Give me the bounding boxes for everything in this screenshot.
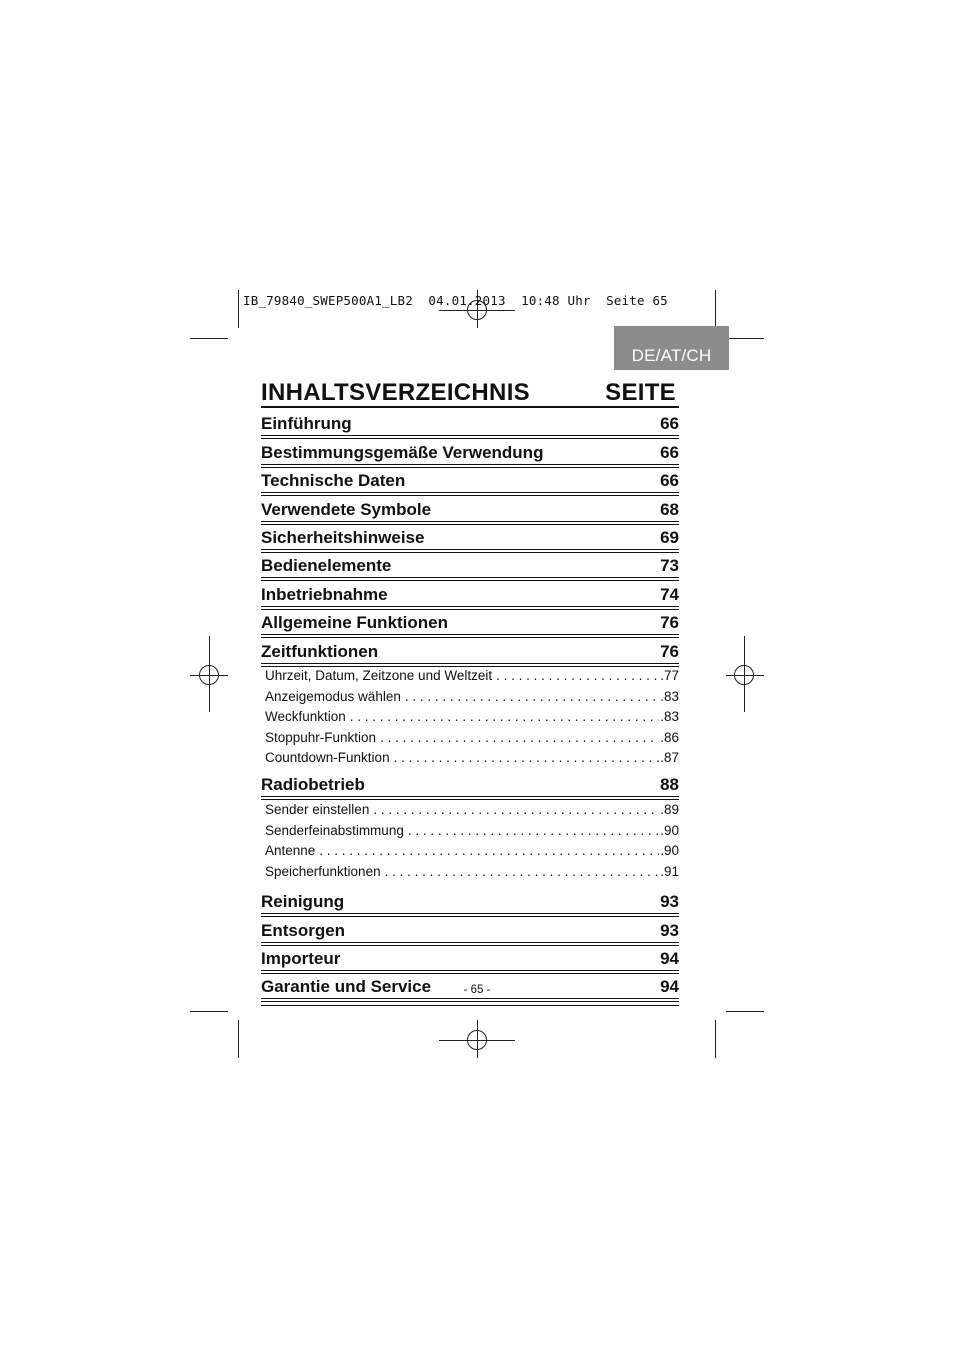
toc-dot-leader: [408, 822, 659, 840]
toc-section-page: 68: [660, 499, 679, 519]
toc-end-rule: [261, 1005, 679, 1006]
toc-section[interactable]: [261, 468, 679, 493]
toc-subsection[interactable]: [265, 840, 679, 861]
toc-section[interactable]: [261, 889, 679, 914]
toc-section-title: Sicherheitshinweise: [261, 527, 425, 547]
toc-section-page: 73: [660, 556, 679, 576]
toc-section-title: Zeitfunktionen: [261, 641, 379, 661]
toc-subsection-title: Senderfeinabstimmung: [265, 822, 404, 838]
toc-section[interactable]: [261, 440, 679, 465]
print-info-line: IB_79840_SWEP500A1_LB2 04.01.2013 10:48 Uhr Seite 65: [243, 293, 668, 308]
toc-dot-leader: [319, 842, 659, 860]
toc-section[interactable]: [261, 497, 679, 522]
registration-mark-left: [199, 665, 219, 685]
toc-subsection-page: .87: [660, 750, 679, 766]
toc-section[interactable]: [261, 411, 679, 436]
toc-section[interactable]: [261, 639, 679, 664]
table-of-contents: [261, 376, 679, 1006]
toc-section-title: Entsorgen: [261, 920, 346, 940]
toc-subsection-page: .83: [660, 709, 679, 725]
toc-dot-leader: [405, 688, 659, 706]
toc-subsection-title: Antenne: [265, 843, 316, 859]
toc-subsection-title: Uhrzeit, Datum, Zeitzone und Weltzeit: [265, 668, 493, 684]
toc-subsection-page: .89: [660, 802, 679, 818]
toc-section-title: Einführung: [261, 414, 352, 434]
toc-subsection-page: .90: [660, 843, 679, 859]
toc-section-page: 88: [660, 775, 679, 795]
toc-section-title: Inbetriebnahme: [261, 584, 388, 604]
registration-mark-right: [734, 665, 754, 685]
toc-subsection[interactable]: [265, 860, 679, 881]
toc-section[interactable]: [261, 525, 679, 550]
toc-header: [261, 376, 679, 408]
toc-section-title: Importeur: [261, 949, 341, 969]
toc-section-page: 76: [660, 613, 679, 633]
toc-subsection-list: [261, 664, 679, 773]
toc-section[interactable]: [261, 553, 679, 578]
toc-subsection-list: [261, 797, 679, 885]
toc-section-page: 66: [660, 471, 679, 491]
toc-subsection-page: .90: [660, 822, 679, 838]
toc-section-title: Allgemeine Funktionen: [261, 613, 449, 633]
toc-subsection-page: .91: [660, 863, 679, 879]
toc-subsection-page: .83: [660, 688, 679, 704]
toc-section-page: 93: [660, 892, 679, 912]
toc-section[interactable]: [261, 610, 679, 635]
toc-section-page: 94: [660, 949, 679, 969]
toc-section-page: 69: [660, 527, 679, 547]
toc-section-title: Bestimmungsgemäße Verwendung: [261, 442, 544, 462]
toc-section-page: 66: [660, 442, 679, 462]
registration-mark-bottom: [467, 1030, 487, 1050]
toc-subsection[interactable]: [265, 665, 679, 686]
toc-section-title: Radiobetrieb: [261, 775, 365, 795]
toc-subsection-title: Countdown-Funktion: [265, 750, 390, 766]
toc-section-page: 93: [660, 920, 679, 940]
toc-dot-leader: [350, 708, 659, 726]
toc-section-page: 94: [660, 977, 679, 997]
toc-dot-leader: [496, 667, 659, 685]
toc-section[interactable]: [261, 772, 679, 797]
toc-dot-leader: [394, 749, 660, 767]
toc-heading: INHALTSVERZEICHNIS: [261, 379, 530, 406]
toc-section[interactable]: [261, 918, 679, 943]
toc-dot-leader: [385, 863, 660, 881]
toc-dot-leader: [380, 729, 659, 747]
toc-section-title: Verwendete Symbole: [261, 499, 432, 519]
toc-section-title: Garantie und Service: [261, 977, 432, 997]
toc-section-page: 66: [660, 414, 679, 434]
language-tab: DE/AT/CH: [614, 326, 729, 370]
toc-page-heading: SEITE: [605, 379, 676, 406]
toc-subsection[interactable]: [265, 747, 679, 768]
toc-subsection-page: .86: [660, 729, 679, 745]
page-number: - 65 -: [463, 984, 491, 996]
toc-subsection[interactable]: [265, 819, 679, 840]
toc-subsection[interactable]: [265, 685, 679, 706]
toc-section-title: Bedienelemente: [261, 556, 392, 576]
toc-dot-leader: [373, 801, 659, 819]
toc-subsection[interactable]: [265, 706, 679, 727]
toc-subsection-title: Sender einstellen: [265, 802, 370, 818]
toc-section-page: 76: [660, 641, 679, 661]
toc-section[interactable]: [261, 582, 679, 607]
toc-subsection-title: Anzeigemodus wählen: [265, 688, 401, 704]
toc-section[interactable]: [261, 946, 679, 971]
toc-subsection[interactable]: [265, 798, 679, 819]
toc-section-page: 74: [660, 584, 679, 604]
toc-subsection-title: Weckfunktion: [265, 709, 346, 725]
toc-subsection-title: Stoppuhr-Funktion: [265, 729, 377, 745]
toc-subsection-title: Speicherfunktionen: [265, 863, 381, 879]
toc-subsection-page: .77: [660, 668, 679, 684]
toc-section-title: Reinigung: [261, 892, 345, 912]
toc-section-title: Technische Daten: [261, 471, 406, 491]
toc-subsection[interactable]: [265, 726, 679, 747]
